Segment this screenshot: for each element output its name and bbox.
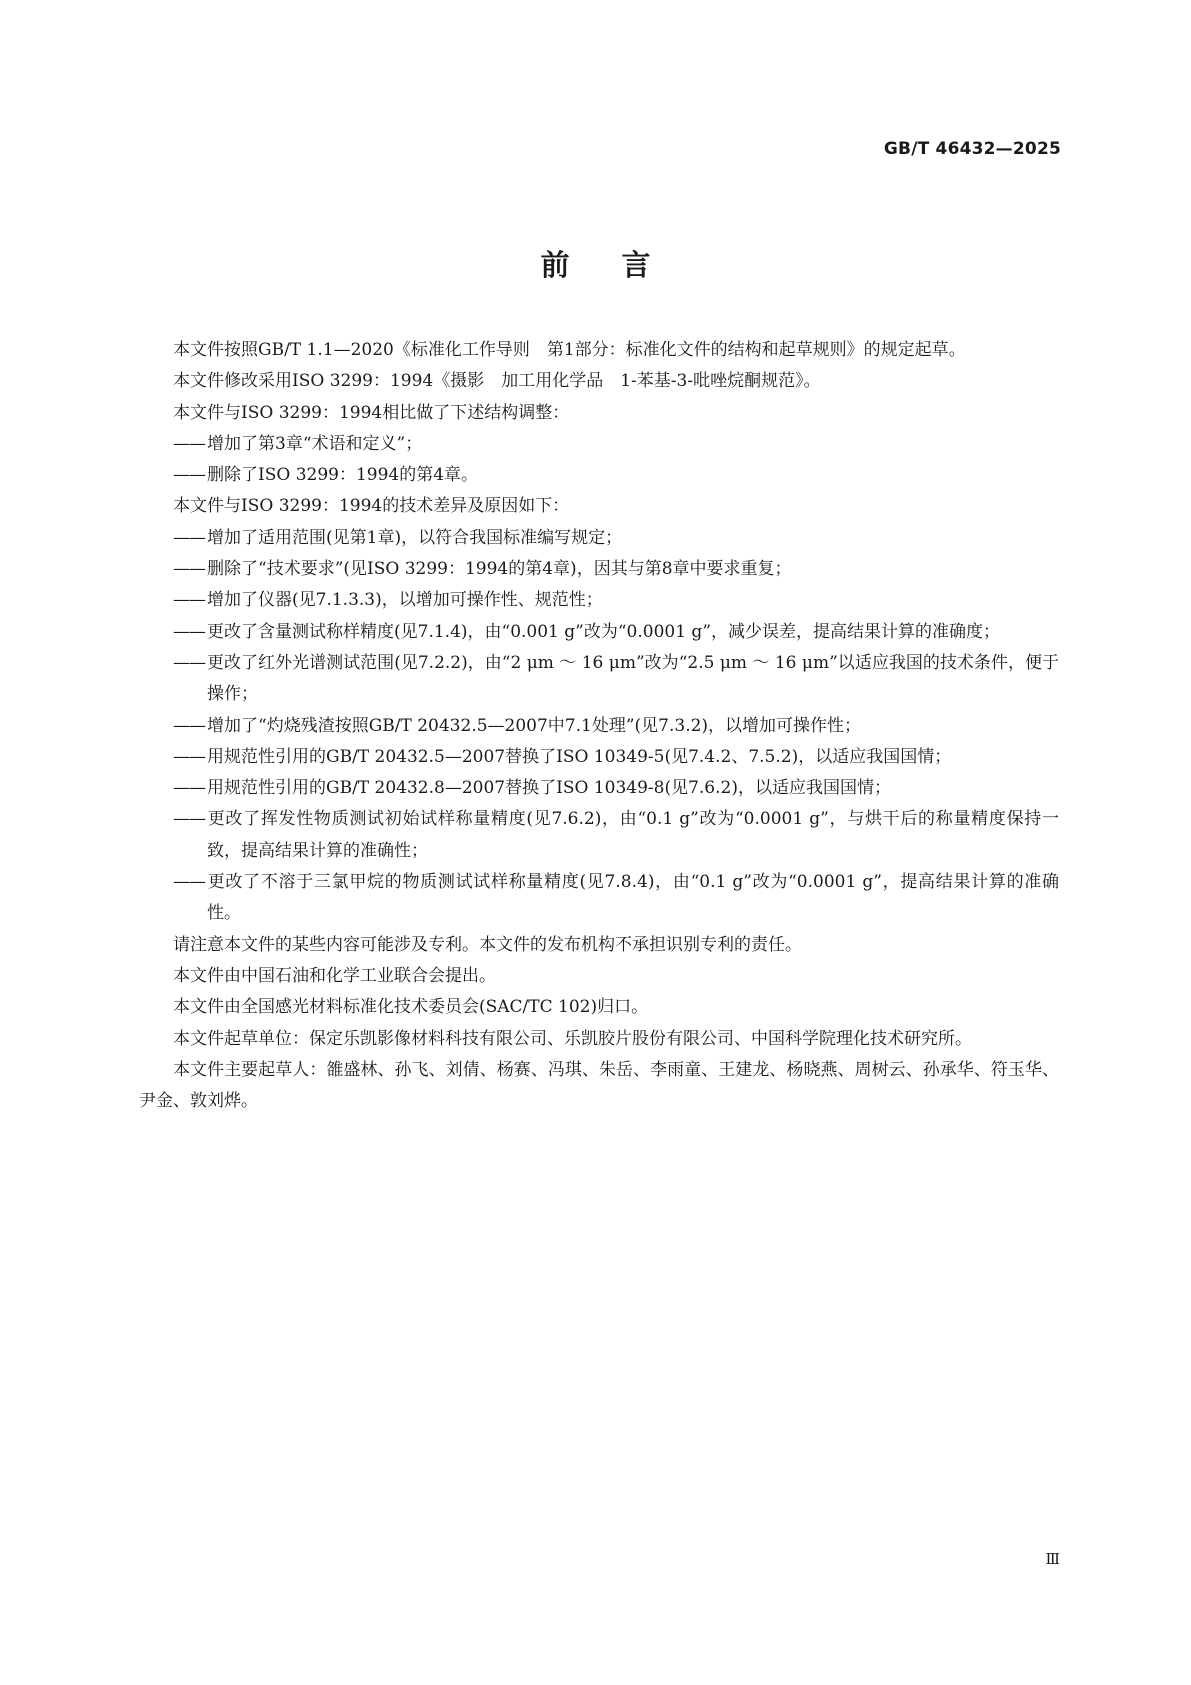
list-item-text: 删除了ISO 3299：1994的第4章。 (207, 465, 479, 486)
structure-list-item (139, 429, 1059, 460)
tech-list-item (139, 742, 1059, 773)
list-item-text: 更改了不溶于三氯甲烷的物质测试试样称量精度(见7.8.4)，由“0.1 g”改为“0.0001 g”，提高结果计算的准确性。 (207, 872, 1059, 924)
paragraph-adoption: 本文件修改采用ISO 3299：1994《摄影 加工用化学品 1-苯基-3-吡唑烷酮规范》。 (173, 371, 821, 392)
paragraph-drafting-rules: 本文件按照GB/T 1.1—2020《标准化工作导则 第1部分：标准化文件的结构和起草规则》的规定起草。 (173, 340, 966, 360)
list-item-text: 增加了适用范围(见第1章)，以符合我国标准编写规定； (207, 527, 623, 548)
dash-marker: —— (173, 872, 205, 893)
tech-list-item (139, 804, 1059, 867)
list-item-text: 增加了第3章“术语和定义”； (207, 433, 423, 454)
dash-marker: —— (173, 746, 205, 767)
tech-list-item (139, 617, 1059, 648)
dash-marker: —— (173, 778, 205, 799)
structure-list-item (139, 460, 1059, 491)
paragraph-structure-intro: 本文件与ISO 3299：1994相比做了下述结构调整： (173, 402, 570, 423)
list-item-text: 更改了红外光谱测试范围(见7.2.2)，由“2 μm ～ 16 μm”改为“2.5 μm ～ 16 μm”以适应我国的技术条件，便于操作； (207, 652, 1059, 705)
foreword-body (139, 335, 1059, 1117)
tech-list-item (139, 585, 1059, 616)
tech-list-item (139, 867, 1059, 930)
standard-code: GB/T 46432—2025 (883, 139, 1061, 159)
paragraph-proposer: 本文件由中国石油和化学工业联合会提出。 (173, 965, 496, 986)
paragraph-drafters: 本文件主要起草人：雒盛林、孙飞、刘倩、杨赛、冯琪、朱岳、李雨童、王建龙、杨晓燕、周树云、孙承华、符玉华、尹金、敦刘烨。 (139, 1059, 1059, 1112)
dash-marker: —— (173, 809, 205, 830)
list-item-text: 更改了含量测试称样精度(见7.1.4)，由“0.001 g”改为“0.0001 g”，减少误差，提高结果计算的准确度； (207, 621, 1001, 642)
list-item-text: 用规范性引用的GB/T 20432.5—2007替换了ISO 10349-5(见7.4.2、7.5.2)，以适应我国国情； (207, 746, 952, 767)
tech-list-item (139, 523, 1059, 554)
tech-list-item (139, 711, 1059, 742)
page-number: Ⅲ (1045, 1550, 1060, 1568)
dash-marker: —— (173, 652, 205, 673)
tech-list-item (139, 773, 1059, 804)
dash-marker: —— (173, 559, 205, 580)
list-item-text: 更改了挥发性物质测试初始试样称量精度(见7.6.2)，由“0.1 g”改为“0.0001 g”，与烘干后的称量精度保持一致，提高结果计算的准确性； (207, 809, 1059, 861)
dash-marker: —— (173, 621, 205, 642)
dash-marker: —— (173, 590, 205, 611)
dash-marker: —— (173, 527, 205, 548)
list-item-text: 增加了“灼烧残渣按照GB/T 20432.5—2007中7.1处理”(见7.3.2)，以增加可操作性； (207, 715, 862, 736)
dash-marker: —— (173, 465, 205, 486)
paragraph-committee: 本文件由全国感光材料标准化技术委员会(SAC/TC 102)归口。 (173, 997, 649, 1018)
list-item-text: 用规范性引用的GB/T 20432.8—2007替换了ISO 10349-8(见7.6.2)，以适应我国国情； (207, 778, 891, 799)
tech-list-item (139, 554, 1059, 585)
dash-marker: —— (173, 433, 205, 454)
paragraph-patent-notice: 请注意本文件的某些内容可能涉及专利。本文件的发布机构不承担识别专利的责任。 (173, 934, 802, 955)
paragraph-drafting-units: 本文件起草单位：保定乐凯影像材料科技有限公司、乐凯胶片股份有限公司、中国科学院理化技术研究所。 (173, 1028, 972, 1049)
list-item-text: 删除了“技术要求”(见ISO 3299：1994的第4章)，因其与第8章中要求重复； (207, 559, 792, 580)
dash-marker: —— (173, 715, 205, 736)
list-item-text: 增加了仪器(见7.1.3.3)，以增加可操作性、规范性； (207, 590, 603, 611)
page-title: 前言 (540, 248, 703, 282)
tech-list-item (139, 648, 1059, 711)
paragraph-tech-intro: 本文件与ISO 3299：1994的技术差异及原因如下： (173, 496, 570, 517)
